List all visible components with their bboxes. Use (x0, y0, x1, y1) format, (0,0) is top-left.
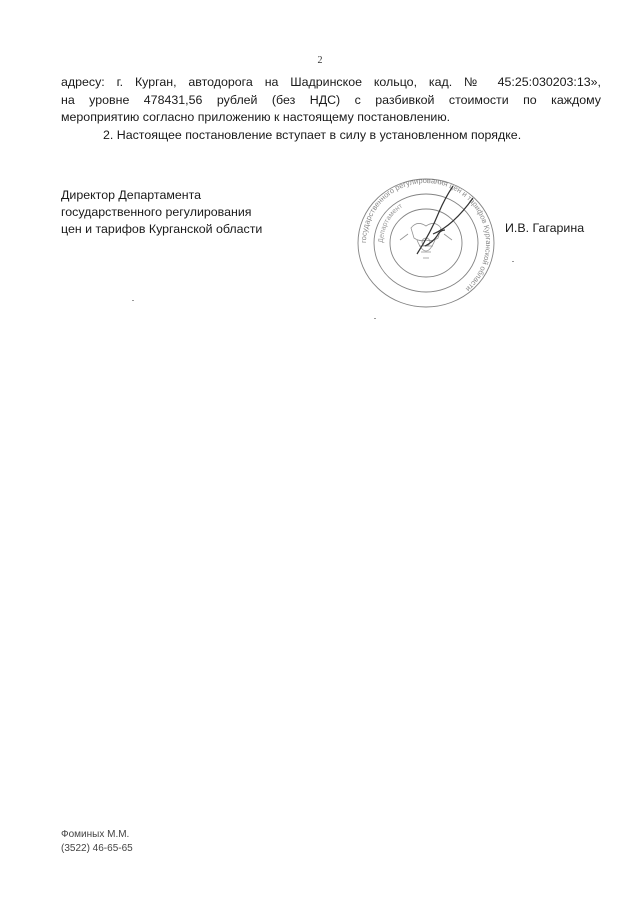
scan-speck (512, 261, 514, 262)
signatory-line-1: Директор Департамента (61, 188, 202, 202)
stamp-inner-text: Департамент (377, 202, 404, 244)
body-line-1: адресу: г. Курган, автодорога на Шадринское кольцо, кад. № 45:25:030203:13», (61, 75, 601, 89)
signer-name: И.В. Гагарина (505, 221, 585, 235)
body-line-2: на уровне 478431,56 рублей (без НДС) с разбивкой стоимости по каждому (61, 92, 601, 107)
signatory-line-2: государственного регулирования (61, 205, 252, 219)
scan-speck (132, 300, 134, 301)
official-seal-stamp (355, 176, 497, 310)
clause-2: 2. Настоящее постановление вступает в силу в установленном порядке. (103, 127, 522, 142)
executor-name: Фоминых М.М. (61, 829, 130, 840)
signatory-line-3: цен и тарифов Курганской области (61, 222, 263, 236)
body-line-3: мероприятию согласно приложению к настоящему постановлению. (61, 110, 451, 124)
signatory-position (61, 187, 262, 238)
page-number: 2 (317, 55, 323, 66)
executor-phone: (3522) 46-65-65 (61, 843, 133, 854)
svg-text:Департамент (378, 202, 405, 243)
scan-speck (374, 318, 376, 319)
footer-executor-info (61, 828, 133, 856)
document-body (61, 74, 601, 144)
stamp-outer-text: государственного регулирования цен и тарифов Курганской области (358, 176, 494, 294)
